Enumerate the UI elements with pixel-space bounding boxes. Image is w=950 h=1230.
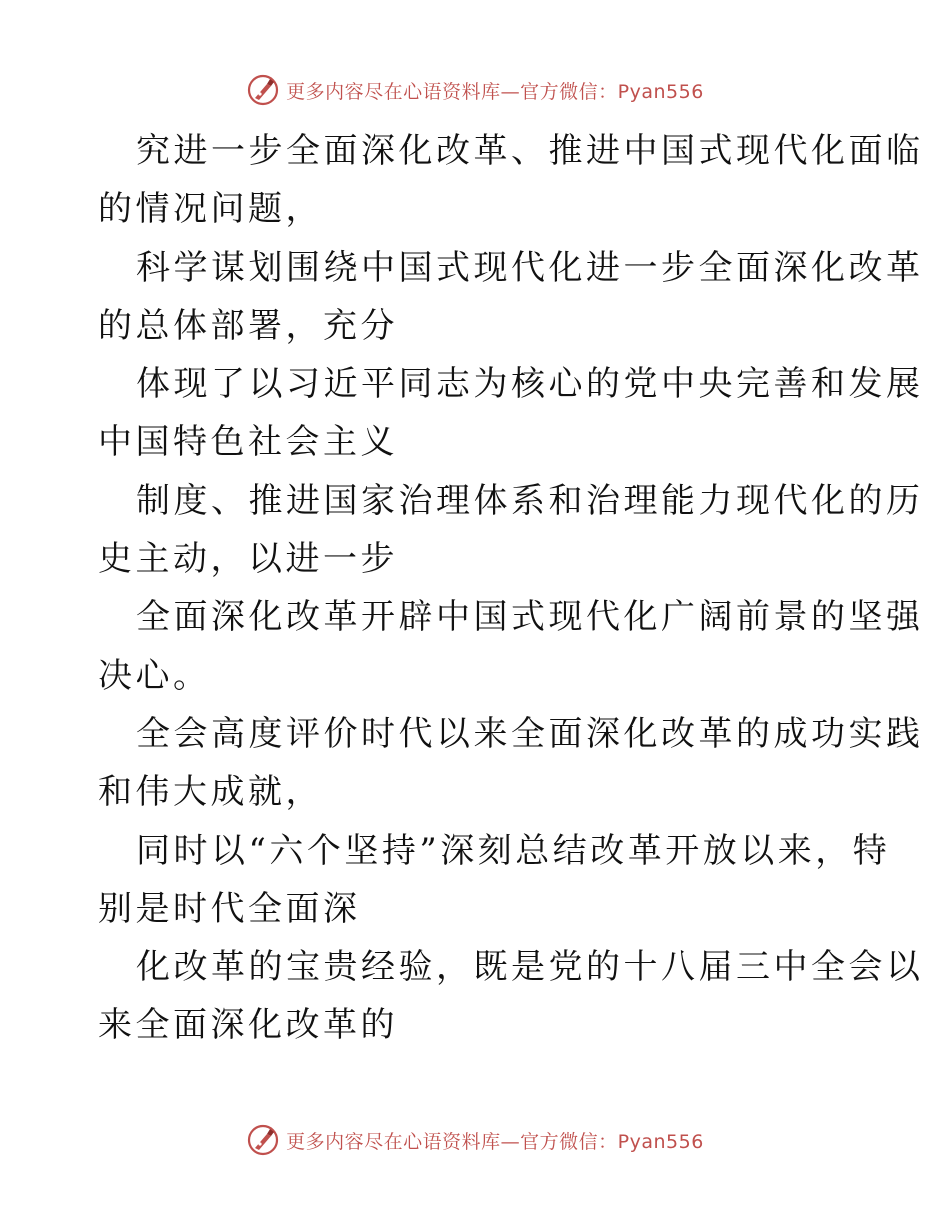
paragraph-line: 全面深化改革开辟中国式现代化广阔前景的坚强 — [136, 597, 924, 638]
paragraph-line: 中国特色社会主义 — [98, 422, 398, 463]
footer-banner — [0, 1120, 950, 1160]
header-banner-text: 更多内容尽在心语资料库—官方微信：Pyan556 — [286, 80, 704, 103]
paragraph-line: 全会高度评价时代以来全面深化改革的成功实践 — [136, 713, 924, 754]
footer-wechat-id: Pyan556 — [617, 1130, 704, 1153]
paragraph-line: 来全面深化改革的 — [98, 1005, 398, 1046]
header-banner — [0, 70, 950, 110]
paragraph-line: 的总体部署，充分 — [98, 305, 398, 346]
paragraph-line: 同时以“六个坚持”深刻总结改革开放以来，特 — [136, 830, 891, 871]
document-body — [98, 122, 924, 1055]
paragraph-line: 科学谋划围绕中国式现代化进一步全面深化改革 — [136, 247, 924, 288]
pen-circle-logo-icon — [246, 73, 280, 107]
footer-banner-text: 更多内容尽在心语资料库—官方微信：Pyan556 — [286, 1130, 704, 1153]
paragraph-line: 别是时代全面深 — [98, 888, 361, 929]
paragraph-line: 和伟大成就， — [98, 772, 323, 813]
paragraph-line: 化改革的宝贵经验，既是党的十八届三中全会以 — [136, 947, 924, 988]
paragraph-line: 决心。 — [98, 655, 211, 696]
paragraph-line: 史主动，以进一步 — [98, 539, 398, 580]
paragraph-line: 的情况问题， — [98, 189, 323, 230]
paragraph-line: 体现了以习近平同志为核心的党中央完善和发展 — [136, 364, 924, 405]
pen-circle-logo-icon — [246, 1123, 280, 1157]
paragraph-line: 究进一步全面深化改革、推进中国式现代化面临 — [136, 131, 924, 171]
paragraph-line: 制度、推进国家治理体系和治理能力现代化的历 — [136, 480, 924, 521]
header-wechat-id: Pyan556 — [617, 80, 704, 103]
